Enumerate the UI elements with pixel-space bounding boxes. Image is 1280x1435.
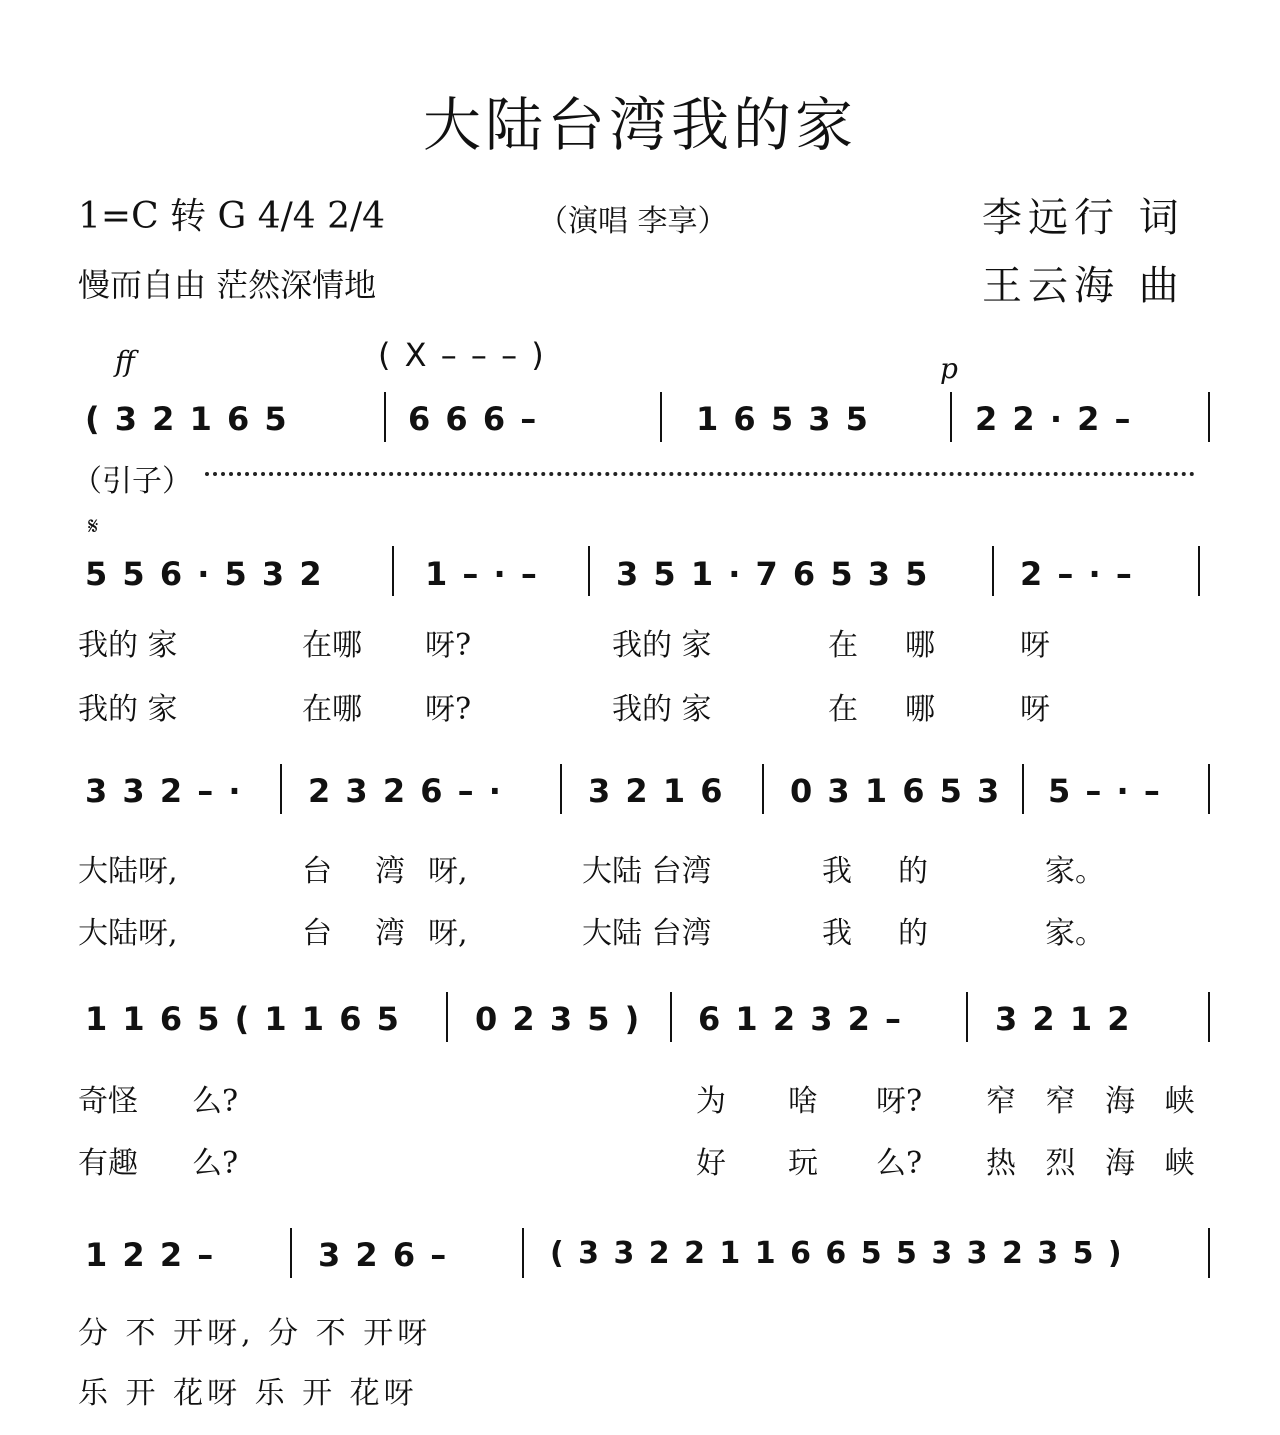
barline <box>1022 764 1024 814</box>
lyric: 的 <box>898 854 928 889</box>
barline <box>522 1228 524 1278</box>
lyric: 么? <box>192 1146 239 1181</box>
lyric: 好 <box>696 1146 726 1181</box>
lyric: 大陆呀, <box>78 854 178 889</box>
barline <box>446 992 448 1042</box>
barline <box>280 764 282 814</box>
measure-2-3: 3 5 1 · 7 6 5 3 5 <box>616 555 930 593</box>
measure-4-2: 0 2 3 5 ) <box>475 1000 642 1038</box>
barline <box>290 1228 292 1278</box>
dotted-divider <box>205 472 1195 476</box>
lyric: 在 <box>828 628 858 663</box>
barline <box>1208 1228 1210 1278</box>
barline <box>588 546 590 596</box>
lyric: 窄 窄 海 峡 <box>986 1084 1205 1119</box>
lyric: 呀? <box>425 692 472 727</box>
measure-2-4: 2 – · – <box>1020 555 1134 593</box>
lyric: 家。 <box>1045 854 1105 889</box>
barline <box>1208 392 1210 442</box>
percussion-line: ( X – – – ) <box>378 336 546 374</box>
barline <box>966 992 968 1042</box>
measure-5-3: ( 3 3 2 2 1 1 6 6 5 5 3 3 2 3 5 ) <box>550 1236 1124 1271</box>
lyric: 我的 家 <box>78 692 178 727</box>
lyric: 家。 <box>1045 916 1105 951</box>
lyric: 在 <box>828 692 858 727</box>
lyric: 湾 <box>375 916 405 951</box>
lyric: 奇怪 <box>78 1084 138 1119</box>
lyric: 玩 <box>788 1146 818 1181</box>
measure-3-1: 3 3 2 – · <box>85 772 243 810</box>
measure-3-5: 5 – · – <box>1048 772 1162 810</box>
measure-3-4: 0 3 1 6 5 3 <box>790 772 1002 810</box>
measure-4-3: 6 1 2 3 2 – <box>698 1000 904 1038</box>
measure-1-4: 2 2 · 2 – <box>975 400 1133 438</box>
measure-1-1: ( 3 2 1 6 5 <box>85 400 289 438</box>
lyricist: 李远行 词 <box>982 195 1185 241</box>
lyric: 的 <box>898 916 928 951</box>
lyric: 哪 <box>905 692 935 727</box>
measure-1-3: 1 6 5 3 5 <box>696 400 870 438</box>
barline <box>560 764 562 814</box>
measure-3-3: 3 2 1 6 <box>588 772 725 810</box>
lyric: 呀? <box>425 628 472 663</box>
measure-1-2: 6 6 6 – <box>408 400 539 438</box>
lyric: 在哪 <box>302 628 362 663</box>
lyric: 台 <box>302 854 332 889</box>
lyric: 我的 家 <box>612 628 712 663</box>
measure-3-2: 2 3 2 6 – · <box>308 772 503 810</box>
lyric: 台 <box>302 916 332 951</box>
lyric: 乐 开 花呀 乐 开 花呀 <box>78 1376 418 1411</box>
lyric: 么? <box>192 1084 239 1119</box>
barline <box>392 546 394 596</box>
barline <box>950 392 952 442</box>
lyric: 呀, <box>428 854 468 889</box>
barline <box>384 392 386 442</box>
lyric: 啥 <box>788 1084 818 1119</box>
barline <box>1208 992 1210 1042</box>
lyric: 分 不 开呀, 分 不 开呀 <box>78 1316 432 1351</box>
page-title: 大陆台湾我的家 <box>422 91 857 159</box>
barline <box>660 392 662 442</box>
lyric: 我 <box>822 916 852 951</box>
barline <box>670 992 672 1042</box>
key-signature: 1=C 转 G 4/4 2/4 <box>78 196 386 237</box>
performer: （演唱 李享） <box>538 204 728 239</box>
lyric: 呀? <box>876 1084 923 1119</box>
lyric: 我的 家 <box>78 628 178 663</box>
lyric: 大陆 台湾 <box>582 854 712 889</box>
measure-2-1: 5 5 6 · 5 3 2 <box>85 555 324 593</box>
tempo-marking: 慢而自由 茫然深情地 <box>78 266 377 304</box>
measure-4-1: 1 1 6 5 ( 1 1 6 5 <box>85 1000 401 1038</box>
measure-5-1: 1 2 2 – <box>85 1236 216 1274</box>
composer: 王云海 曲 <box>982 263 1185 309</box>
barline <box>1208 764 1210 814</box>
barline <box>992 546 994 596</box>
measure-2-2: 1 – · – <box>425 555 539 593</box>
barline <box>1198 546 1200 596</box>
lyric: 呀 <box>1020 628 1050 663</box>
barline <box>762 764 764 814</box>
lyric: 有趣 <box>78 1146 138 1181</box>
dynamic-ff: ff <box>115 345 135 378</box>
lyric: 我的 家 <box>612 692 712 727</box>
lyric: 为 <box>696 1084 726 1119</box>
lyric: 哪 <box>905 628 935 663</box>
lyric: 么? <box>876 1146 923 1181</box>
lyric: 呀 <box>1020 692 1050 727</box>
lyric: 呀, <box>428 916 468 951</box>
measure-4-4: 3 2 1 2 <box>995 1000 1132 1038</box>
lyric: 热 烈 海 峡 <box>986 1146 1205 1181</box>
lyric: 在哪 <box>302 692 362 727</box>
intro-label: （引子） <box>72 464 192 499</box>
lyric: 我 <box>822 854 852 889</box>
measure-5-2: 3 2 6 – <box>318 1236 449 1274</box>
lyric: 大陆呀, <box>78 916 178 951</box>
segno-icon: 𝄋 <box>88 512 99 540</box>
lyric: 湾 <box>375 854 405 889</box>
dynamic-p: p <box>940 352 958 385</box>
lyric: 大陆 台湾 <box>582 916 712 951</box>
